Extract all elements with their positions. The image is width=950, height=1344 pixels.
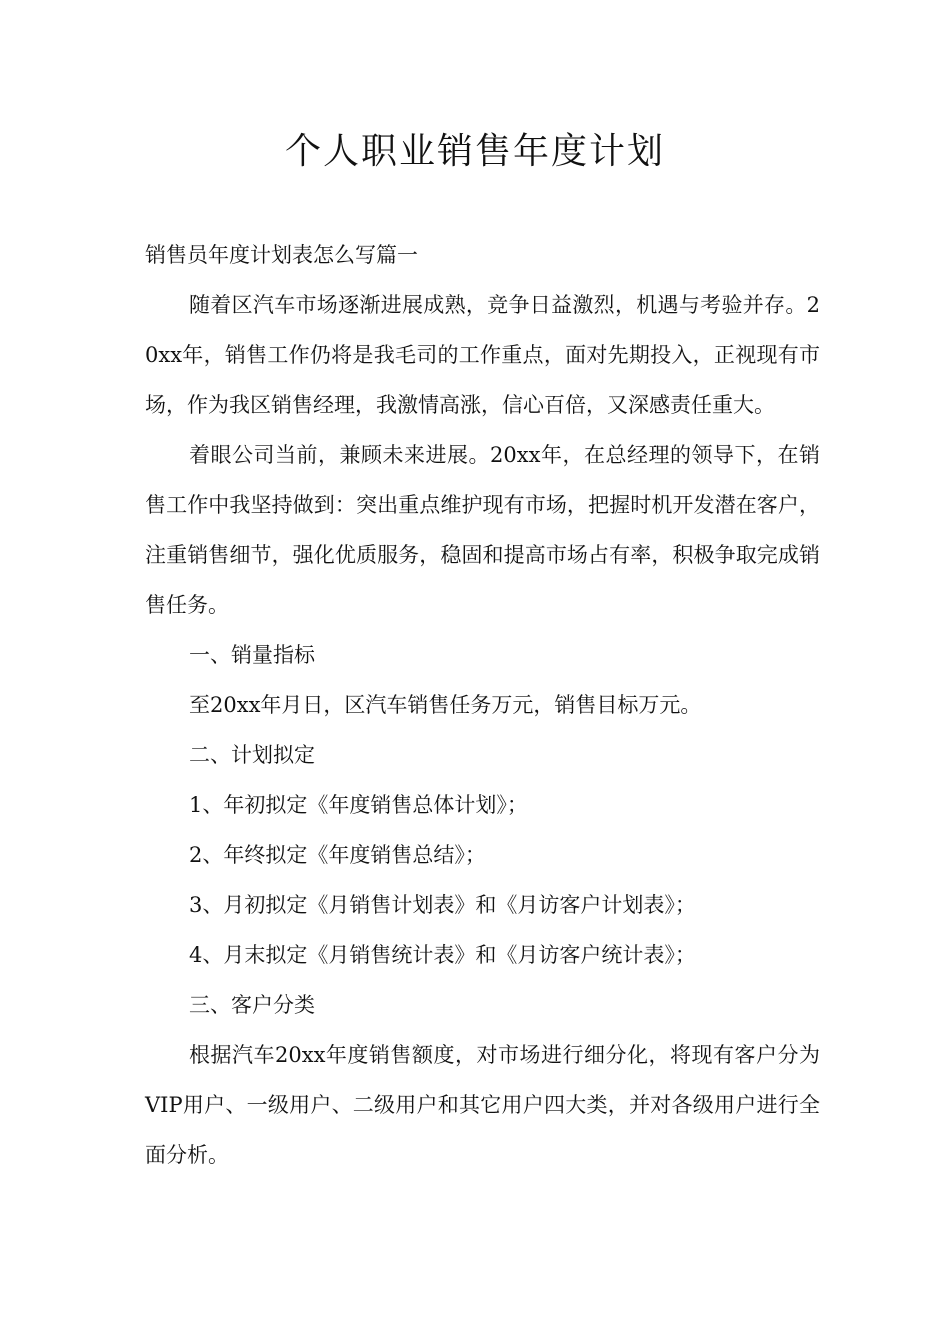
list-item: 1、年初拟定《年度销售总体计划》； <box>189 793 528 817</box>
list-item: 4、月末拟定《月销售统计表》和《月访客户统计表》； <box>189 943 696 967</box>
document-body <box>145 230 820 1180</box>
document-title: 个人职业销售年度计划 <box>284 131 665 172</box>
list-item: 2、年终拟定《年度销售总结》； <box>189 843 486 867</box>
subheading-plan: 二、计划拟定 <box>189 743 315 767</box>
paragraph: 至20xx年月日，区汽车销售任务万元，销售目标万元。 <box>189 693 702 717</box>
paragraph: 根据汽车20xx年度销售额度，对市场进行细分化，将现有客户分为VIP用户、一级用户、二级用户和其它用户四大类，并对各级用户进行全面分析。 <box>145 1043 820 1167</box>
section-heading: 销售员年度计划表怎么写篇一 <box>145 243 418 267</box>
paragraph: 随着区汽车市场逐渐进展成熟，竞争日益激烈，机遇与考验并存。20xx年，销售工作仍将是我毛司的工作重点，面对先期投入，正视现有市场，作为我区销售经理，我激情高涨，信心百倍，又深感责任重大。 <box>145 293 820 417</box>
subheading-sales-target: 一、销量指标 <box>189 643 315 667</box>
list-item: 3、月初拟定《月销售计划表》和《月访客户计划表》； <box>189 893 696 917</box>
subheading-customer-types: 三、客户分类 <box>189 993 315 1017</box>
paragraph: 着眼公司当前，兼顾未来进展。20xx年，在总经理的领导下，在销售工作中我坚持做到：突出重点维护现有市场，把握时机开发潜在客户，注重销售细节，强化优质服务，稳固和提高市场占有率，积极争取完成销售任务。 <box>145 443 820 617</box>
